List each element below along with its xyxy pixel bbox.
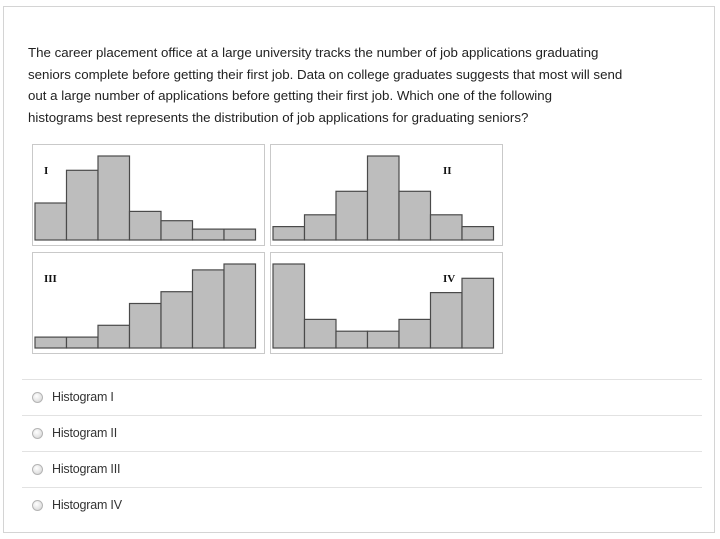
histogram-ii-bar-2 xyxy=(305,215,337,240)
histogram-iv-chart xyxy=(271,253,502,353)
option-label: Histogram IV xyxy=(52,498,122,512)
histogram-iii-bar-1 xyxy=(35,337,67,348)
histogram-i-label: I xyxy=(44,165,49,177)
histogram-ii-chart xyxy=(271,145,502,245)
histogram-ii-bar-6 xyxy=(431,215,463,240)
histogram-iv-bar-3 xyxy=(336,331,368,348)
histogram-i-bar-7 xyxy=(224,229,256,240)
radio-button[interactable] xyxy=(32,428,43,439)
option-label: Histogram I xyxy=(52,390,114,404)
histogram-iii-bar-7 xyxy=(224,264,256,348)
histogram-panel-iii xyxy=(32,252,265,354)
histogram-i-bar-6 xyxy=(193,229,225,240)
histogram-iii-label: III xyxy=(44,273,57,285)
histogram-i-bar-5 xyxy=(161,221,193,240)
question-line: out a large number of applications before getting their first job. Which one of the following xyxy=(28,88,553,103)
histogram-ii-bar-4 xyxy=(368,156,400,240)
histogram-iv-label: IV xyxy=(443,273,456,285)
histogram-panel-iv xyxy=(270,252,503,354)
histogram-iv-bar-5 xyxy=(399,319,431,348)
question-line: histograms best represents the distribution of job applications for graduating seniors? xyxy=(28,109,529,125)
histogram-i-chart xyxy=(33,145,264,245)
histogram-iv-bar-4 xyxy=(368,331,400,348)
histogram-ii-bar-7 xyxy=(462,227,494,240)
question-text xyxy=(28,42,703,128)
histogram-iii-bar-3 xyxy=(98,325,130,348)
question-card xyxy=(3,6,715,533)
radio-button[interactable] xyxy=(32,464,43,475)
histogram-iv-bar-6 xyxy=(431,293,463,348)
option-histogram-iii[interactable] xyxy=(22,451,702,487)
histogram-iii-bar-5 xyxy=(161,292,193,348)
option-histogram-ii[interactable] xyxy=(22,415,702,451)
question-line: seniors complete before getting their first job. Data on college graduates suggests that most will send xyxy=(28,66,623,82)
histogram-ii-bar-1 xyxy=(273,227,305,240)
histogram-iv-bar-7 xyxy=(462,278,494,348)
option-histogram-i[interactable] xyxy=(22,379,702,415)
histogram-grid xyxy=(32,144,509,356)
question-line: The career placement office at a large university tracks the number of job applications graduating xyxy=(28,45,599,60)
histogram-ii-bar-5 xyxy=(399,191,431,240)
histogram-iii-bar-4 xyxy=(130,304,162,349)
histogram-iii-chart xyxy=(33,253,264,353)
histogram-ii-label: II xyxy=(443,165,452,177)
histogram-iv-bar-2 xyxy=(305,319,337,348)
radio-button[interactable] xyxy=(32,392,43,403)
histogram-iv-bar-1 xyxy=(273,264,305,348)
histogram-i-bar-3 xyxy=(98,156,130,240)
option-label: Histogram II xyxy=(52,426,117,440)
histogram-iii-bar-6 xyxy=(193,270,225,348)
histogram-i-bar-2 xyxy=(67,170,99,240)
histogram-i-bar-1 xyxy=(35,203,67,240)
histogram-panel-ii xyxy=(270,144,503,246)
option-label: Histogram III xyxy=(52,462,121,476)
option-histogram-iv[interactable] xyxy=(22,487,702,523)
histogram-i-bar-4 xyxy=(130,211,162,240)
radio-button[interactable] xyxy=(32,500,43,511)
histogram-iii-bar-2 xyxy=(67,337,99,348)
histogram-ii-bar-3 xyxy=(336,191,368,240)
histogram-panel-i xyxy=(32,144,265,246)
